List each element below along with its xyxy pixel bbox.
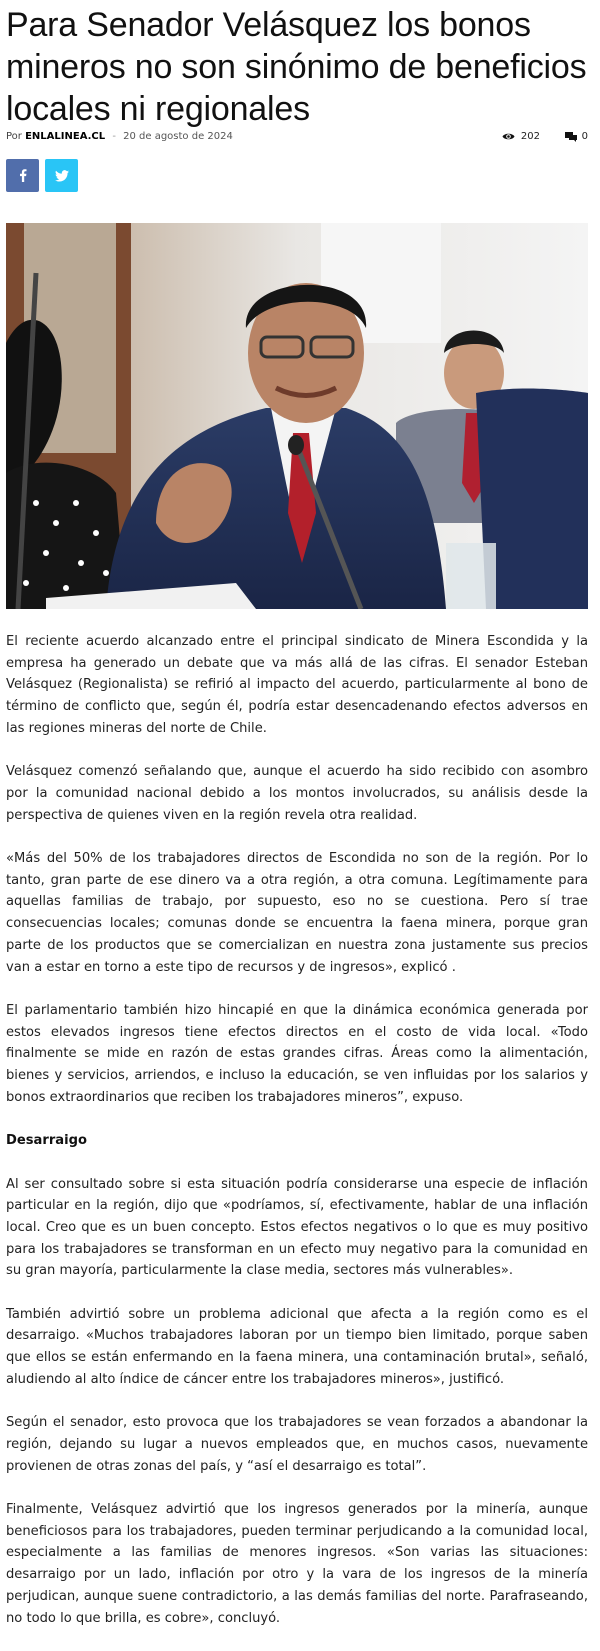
paragraph: «Más del 50% de los trabajadores directos de Escondida no son de la región. Por lo tanto, gran parte de ese dinero va a otra región, a otra comuna. Legítimamente para aquellas familias de trabajo, por supuesto, eso no se cuestiona. Pero sí trae consecuencias locales; comunas donde se encuentra la faena minera, porque gran parte de los productos que se comercializan en nuestra zona justamente sus precios van a estar en torno a este tipo de recursos y de ingresos», explicó . [6, 851, 588, 975]
by-label: Por [6, 131, 22, 142]
eye-icon [502, 132, 515, 141]
article-title: Para Senador Velásquez los bonos mineros no son sinónimo de beneficios locales ni regionales [6, 6, 587, 128]
paragraph: Finalmente, Velásquez advirtió que los ingresos generados por la minería, aunque beneficiosos para los trabajadores, pueden terminar perjudicando a la comunidad local, especialmente a las familias de menores ingresos. «Son varias las situaciones: desarraigo por un lado, inflación por otro y la vara de los ingresos de la minería perjudican, aunque suene contradictorio, a las demás familias del norte. Parafraseando, no todo lo que brilla, es cobre», concluyó. [6, 1502, 588, 1626]
paragraph: Al ser consultado sobre si esta situación podría considerarse una especie de inflación particular en la región, dijo que «podríamos, sí, efectivamente, hablar de una inflación local. Creo que es un buen concepto. Estos efectos negativos o lo que es muy positivo para los trabajadores se transforman en un efecto muy negativo para la comunidad en su gran mayoría, particularmente la clase media, sectores más vulnerables». [6, 1176, 588, 1279]
article-meta [6, 131, 588, 147]
author-link[interactable]: ENLALINEA.CL [25, 131, 106, 142]
paragraph: El parlamentario también hizo hincapié en que la dinámica económica generada por estos elevados ingresos tiene efectos directos en el costo de vida local. «Todo finalmente se mide en razón de estas grandes cifras. Áreas como la alimentación, bienes y servicios, arriendos, e incluso la educación, se ven influidas por los salarios y bonos extraordinarios que reciben los trabajadores mineros”, expuso. [6, 1002, 588, 1105]
paragraph: También advirtió sobre un problema adicional que afecta a la región como es el desarraigo. «Muchos trabajadores laboran por un tiempo bien limitado, porque saben que ellos se están enfermando en la faena minera, una contaminación brutal», señaló, aludiendo al alto índice de cáncer entre los trabajadores mineros», justificó. [6, 1306, 588, 1387]
views-count: 202 [520, 131, 540, 142]
facebook-icon [19, 169, 27, 182]
comment-icon [565, 132, 577, 142]
publish-date: 20 de agosto de 2024 [123, 131, 233, 142]
section-subheading: Desarraigo [6, 1133, 87, 1149]
comments-counter[interactable] [565, 131, 588, 142]
paragraph: Velásquez comenzó señalando que, aunque el acuerdo ha sido recibido con asombro por la comunidad nacional debido a los montos involucrados, su análisis desde la perspectiva de quienes viven en la región revela otra realidad. [6, 764, 588, 823]
facebook-share-button[interactable] [6, 159, 39, 192]
twitter-share-button[interactable] [45, 159, 78, 192]
article-container [6, 0, 588, 1626]
meta-separator: - [112, 131, 116, 142]
share-buttons [6, 159, 78, 192]
paragraph: El reciente acuerdo alcanzado entre el principal sindicato de Minera Escondida y la empresa ha generado un debate que va más allá de las cifras. El senador Esteban Velásquez (Regionalista) se refirió al impacto del acuerdo, particularmente al bono de término de conflicto que, según él, podría estar desencadenando efectos adversos en las regiones mineras del norte de Chile. [6, 634, 588, 736]
article-body [6, 631, 588, 1651]
views-counter [502, 131, 540, 142]
twitter-icon [55, 170, 69, 182]
paragraph: Según el senador, esto provoca que los trabajadores se vean forzados a abandonar la región, dejando su lugar a nuevos empleados que, en muchos casos, nuevamente provienen de otras zonas del país, y “así el desarraigo es total”. [6, 1415, 588, 1474]
byline [6, 131, 233, 142]
featured-photo [6, 223, 588, 609]
comments-count: 0 [581, 131, 588, 142]
article-featured-image [6, 223, 588, 609]
